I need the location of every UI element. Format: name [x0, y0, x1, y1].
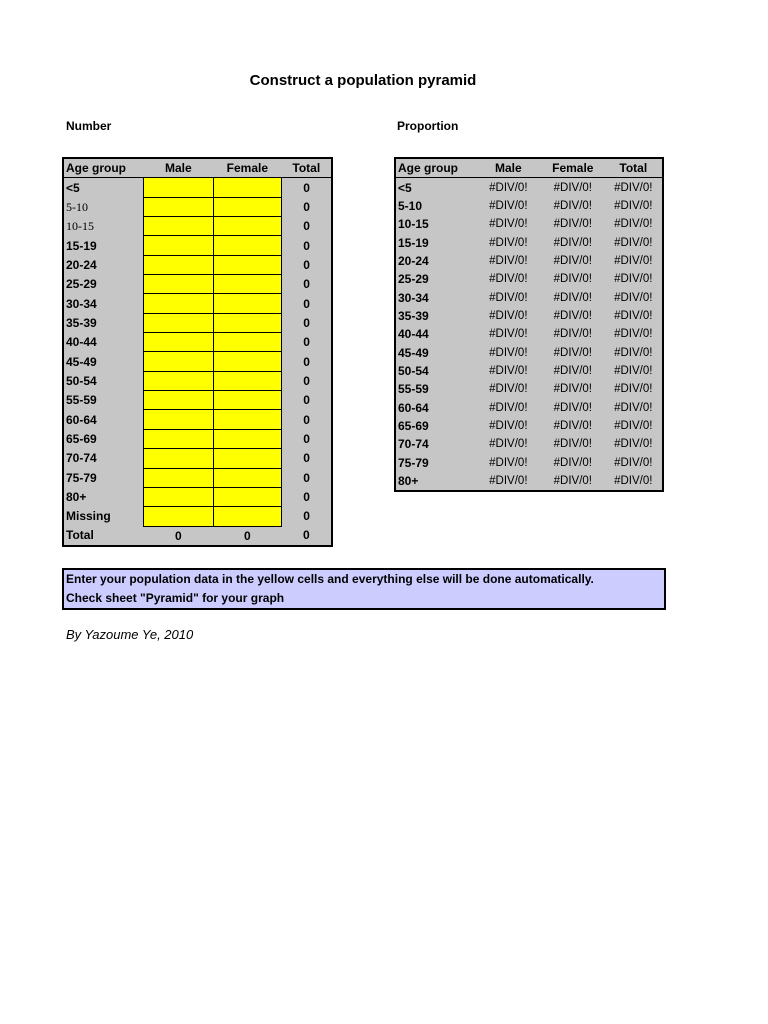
- male-proportion-cell: #DIV/0!: [476, 398, 541, 416]
- table-row: [63, 294, 332, 313]
- table-row: [395, 233, 663, 251]
- total-proportion-cell: #DIV/0!: [605, 288, 663, 306]
- male-input-cell[interactable]: [144, 352, 214, 371]
- male-input-cell[interactable]: [144, 294, 214, 313]
- female-proportion-cell: #DIV/0!: [541, 215, 604, 233]
- table-row: [63, 217, 332, 236]
- table-row: [63, 429, 332, 448]
- header-male: Male: [144, 158, 214, 178]
- table-row: [63, 507, 332, 526]
- male-input-cell[interactable]: [144, 236, 214, 255]
- male-proportion-cell: #DIV/0!: [476, 417, 541, 435]
- table-row: [395, 454, 663, 472]
- female-proportion-cell: #DIV/0!: [541, 472, 604, 491]
- age-group-cell: 50-54: [395, 362, 476, 380]
- total-cell: 0: [282, 371, 332, 390]
- table-row: [63, 197, 332, 216]
- table-row: [395, 215, 663, 233]
- female-proportion-cell: #DIV/0!: [541, 178, 604, 197]
- male-proportion-cell: #DIV/0!: [476, 288, 541, 306]
- total-cell: 0: [282, 507, 332, 526]
- total-cell: 0: [282, 236, 332, 255]
- female-input-cell[interactable]: [213, 255, 282, 274]
- age-group-cell: <5: [395, 178, 476, 197]
- age-group-cell: 50-54: [63, 371, 144, 390]
- instruction-line-2: Check sheet "Pyramid" for your graph: [66, 591, 285, 605]
- age-group-cell: 70-74: [63, 449, 144, 468]
- total-proportion-cell: #DIV/0!: [605, 454, 663, 472]
- total-proportion-cell: #DIV/0!: [605, 215, 663, 233]
- age-group-cell: 70-74: [395, 435, 476, 453]
- male-proportion-cell: #DIV/0!: [476, 307, 541, 325]
- total-proportion-cell: #DIV/0!: [605, 417, 663, 435]
- male-proportion-cell: #DIV/0!: [476, 197, 541, 215]
- total-cell: 0: [282, 352, 332, 371]
- total-proportion-cell: #DIV/0!: [605, 325, 663, 343]
- table-row: [63, 178, 332, 197]
- age-group-cell: 10-15: [395, 215, 476, 233]
- table-row: [63, 275, 332, 294]
- age-group-cell: 40-44: [63, 333, 144, 352]
- female-proportion-cell: #DIV/0!: [541, 454, 604, 472]
- table-row: [395, 307, 663, 325]
- proportion-section-label: Proportion: [397, 119, 459, 133]
- proportion-table-header: [395, 158, 663, 178]
- table-row: [63, 391, 332, 410]
- total-proportion-cell: #DIV/0!: [605, 435, 663, 453]
- total-proportion-cell: #DIV/0!: [605, 362, 663, 380]
- age-group-cell: 5-10: [63, 197, 144, 216]
- age-group-cell: 25-29: [395, 270, 476, 288]
- total-cell: 0: [282, 391, 332, 410]
- total-cell: 0: [282, 217, 332, 236]
- female-input-cell[interactable]: [213, 468, 282, 487]
- female-input-cell[interactable]: [213, 313, 282, 332]
- male-input-cell[interactable]: [144, 197, 214, 216]
- female-input-cell[interactable]: [213, 487, 282, 506]
- female-proportion-cell: #DIV/0!: [541, 197, 604, 215]
- proportion-table: [394, 157, 664, 492]
- table-row: [395, 472, 663, 491]
- table-row: [63, 313, 332, 332]
- female-input-cell[interactable]: [213, 217, 282, 236]
- table-row: [63, 255, 332, 274]
- female-input-cell[interactable]: [213, 429, 282, 448]
- header-female: Female: [541, 158, 604, 178]
- table-row: [395, 270, 663, 288]
- female-input-cell[interactable]: [213, 197, 282, 216]
- age-group-cell: 60-64: [395, 398, 476, 416]
- male-input-cell[interactable]: [144, 410, 214, 429]
- male-input-cell[interactable]: [144, 217, 214, 236]
- number-table: [62, 157, 333, 547]
- table-row: [395, 417, 663, 435]
- table-row: [395, 178, 663, 197]
- total-proportion-cell: #DIV/0!: [605, 252, 663, 270]
- number-section-label: Number: [66, 119, 112, 133]
- total-proportion-cell: #DIV/0!: [605, 398, 663, 416]
- total-cell: 0: [282, 313, 332, 332]
- header-total: Total: [282, 158, 332, 178]
- female-input-cell[interactable]: [213, 449, 282, 468]
- age-group-cell: 35-39: [395, 307, 476, 325]
- male-total: 0: [144, 526, 214, 546]
- author-credit: By Yazoume Ye, 2010: [66, 627, 194, 642]
- female-proportion-cell: #DIV/0!: [541, 435, 604, 453]
- male-proportion-cell: #DIV/0!: [476, 178, 541, 197]
- male-input-cell[interactable]: [144, 255, 214, 274]
- total-cell: 0: [282, 333, 332, 352]
- header-female: Female: [213, 158, 282, 178]
- male-proportion-cell: #DIV/0!: [476, 325, 541, 343]
- male-input-cell[interactable]: [144, 371, 214, 390]
- male-proportion-cell: #DIV/0!: [476, 380, 541, 398]
- total-proportion-cell: #DIV/0!: [605, 270, 663, 288]
- total-proportion-cell: #DIV/0!: [605, 380, 663, 398]
- male-input-cell[interactable]: [144, 487, 214, 506]
- instruction-note: [62, 568, 666, 610]
- total-proportion-cell: #DIV/0!: [605, 233, 663, 251]
- age-group-cell: 75-79: [63, 468, 144, 487]
- total-cell: 0: [282, 294, 332, 313]
- total-proportion-cell: #DIV/0!: [605, 307, 663, 325]
- male-input-cell[interactable]: [144, 507, 214, 526]
- age-group-cell: 5-10: [395, 197, 476, 215]
- table-row: [395, 288, 663, 306]
- number-table-header: [63, 158, 332, 178]
- male-input-cell[interactable]: [144, 468, 214, 487]
- total-cell: 0: [282, 487, 332, 506]
- male-input-cell[interactable]: [144, 333, 214, 352]
- total-cell: 0: [282, 178, 332, 197]
- age-group-cell: 35-39: [63, 313, 144, 332]
- age-group-cell: <5: [63, 178, 144, 197]
- table-row: [63, 410, 332, 429]
- male-proportion-cell: #DIV/0!: [476, 270, 541, 288]
- female-total: 0: [213, 526, 282, 546]
- age-group-cell: 55-59: [63, 391, 144, 410]
- table-row: [63, 333, 332, 352]
- male-input-cell[interactable]: [144, 391, 214, 410]
- female-proportion-cell: #DIV/0!: [541, 288, 604, 306]
- table-row: [63, 371, 332, 390]
- male-proportion-cell: #DIV/0!: [476, 233, 541, 251]
- table-row: [395, 343, 663, 361]
- female-proportion-cell: #DIV/0!: [541, 270, 604, 288]
- age-group-cell: 80+: [63, 487, 144, 506]
- male-proportion-cell: #DIV/0!: [476, 362, 541, 380]
- age-group-cell: 40-44: [395, 325, 476, 343]
- female-input-cell[interactable]: [213, 178, 282, 197]
- total-proportion-cell: #DIV/0!: [605, 343, 663, 361]
- total-cell: 0: [282, 468, 332, 487]
- male-proportion-cell: #DIV/0!: [476, 435, 541, 453]
- age-group-cell: 20-24: [395, 252, 476, 270]
- male-proportion-cell: #DIV/0!: [476, 454, 541, 472]
- age-group-cell: 30-34: [395, 288, 476, 306]
- table-row: [63, 449, 332, 468]
- female-proportion-cell: #DIV/0!: [541, 307, 604, 325]
- table-row: [395, 398, 663, 416]
- total-row: [63, 526, 332, 546]
- page-title: Construct a population pyramid: [249, 72, 477, 89]
- male-proportion-cell: #DIV/0!: [476, 215, 541, 233]
- male-proportion-cell: #DIV/0!: [476, 343, 541, 361]
- total-label: Total: [63, 526, 144, 546]
- table-row: [395, 197, 663, 215]
- table-row: [395, 435, 663, 453]
- age-group-cell: 80+: [395, 472, 476, 491]
- table-row: [395, 380, 663, 398]
- total-cell: 0: [282, 275, 332, 294]
- grand-total: 0: [282, 526, 332, 546]
- age-group-cell: 75-79: [395, 454, 476, 472]
- total-cell: 0: [282, 449, 332, 468]
- instruction-line-1: Enter your population data in the yellow cells and everything else will be done automatically.: [66, 572, 594, 586]
- age-group-cell: 45-49: [395, 343, 476, 361]
- female-proportion-cell: #DIV/0!: [541, 233, 604, 251]
- age-group-cell: 15-19: [63, 236, 144, 255]
- age-group-cell: 45-49: [63, 352, 144, 371]
- female-proportion-cell: #DIV/0!: [541, 252, 604, 270]
- age-group-cell: 65-69: [395, 417, 476, 435]
- total-cell: 0: [282, 197, 332, 216]
- age-group-cell: Missing: [63, 507, 144, 526]
- female-input-cell[interactable]: [213, 275, 282, 294]
- header-age-group: Age group: [63, 158, 144, 178]
- table-row: [63, 352, 332, 371]
- female-input-cell[interactable]: [213, 410, 282, 429]
- total-cell: 0: [282, 255, 332, 274]
- female-input-cell[interactable]: [213, 352, 282, 371]
- total-cell: 0: [282, 429, 332, 448]
- age-group-cell: 25-29: [63, 275, 144, 294]
- age-group-cell: 55-59: [395, 380, 476, 398]
- male-proportion-cell: #DIV/0!: [476, 472, 541, 491]
- total-proportion-cell: #DIV/0!: [605, 197, 663, 215]
- female-input-cell[interactable]: [213, 391, 282, 410]
- age-group-cell: 10-15: [63, 217, 144, 236]
- female-proportion-cell: #DIV/0!: [541, 325, 604, 343]
- female-proportion-cell: #DIV/0!: [541, 380, 604, 398]
- female-proportion-cell: #DIV/0!: [541, 343, 604, 361]
- female-proportion-cell: #DIV/0!: [541, 417, 604, 435]
- male-input-cell[interactable]: [144, 178, 214, 197]
- female-input-cell[interactable]: [213, 371, 282, 390]
- age-group-cell: 65-69: [63, 429, 144, 448]
- male-input-cell[interactable]: [144, 275, 214, 294]
- age-group-cell: 15-19: [395, 233, 476, 251]
- female-input-cell[interactable]: [213, 236, 282, 255]
- header-male: Male: [476, 158, 541, 178]
- age-group-cell: 20-24: [63, 255, 144, 274]
- female-proportion-cell: #DIV/0!: [541, 398, 604, 416]
- total-proportion-cell: #DIV/0!: [605, 472, 663, 491]
- age-group-cell: 60-64: [63, 410, 144, 429]
- female-input-cell[interactable]: [213, 333, 282, 352]
- total-proportion-cell: #DIV/0!: [605, 178, 663, 197]
- male-input-cell[interactable]: [144, 429, 214, 448]
- male-input-cell[interactable]: [144, 449, 214, 468]
- female-input-cell[interactable]: [213, 294, 282, 313]
- male-proportion-cell: #DIV/0!: [476, 252, 541, 270]
- table-row: [63, 468, 332, 487]
- male-input-cell[interactable]: [144, 313, 214, 332]
- table-row: [395, 252, 663, 270]
- header-age-group: Age group: [395, 158, 476, 178]
- female-proportion-cell: #DIV/0!: [541, 362, 604, 380]
- table-row: [395, 362, 663, 380]
- table-row: [63, 487, 332, 506]
- female-input-cell[interactable]: [213, 507, 282, 526]
- age-group-cell: 30-34: [63, 294, 144, 313]
- table-row: [63, 236, 332, 255]
- header-total: Total: [605, 158, 663, 178]
- total-cell: 0: [282, 410, 332, 429]
- table-row: [395, 325, 663, 343]
